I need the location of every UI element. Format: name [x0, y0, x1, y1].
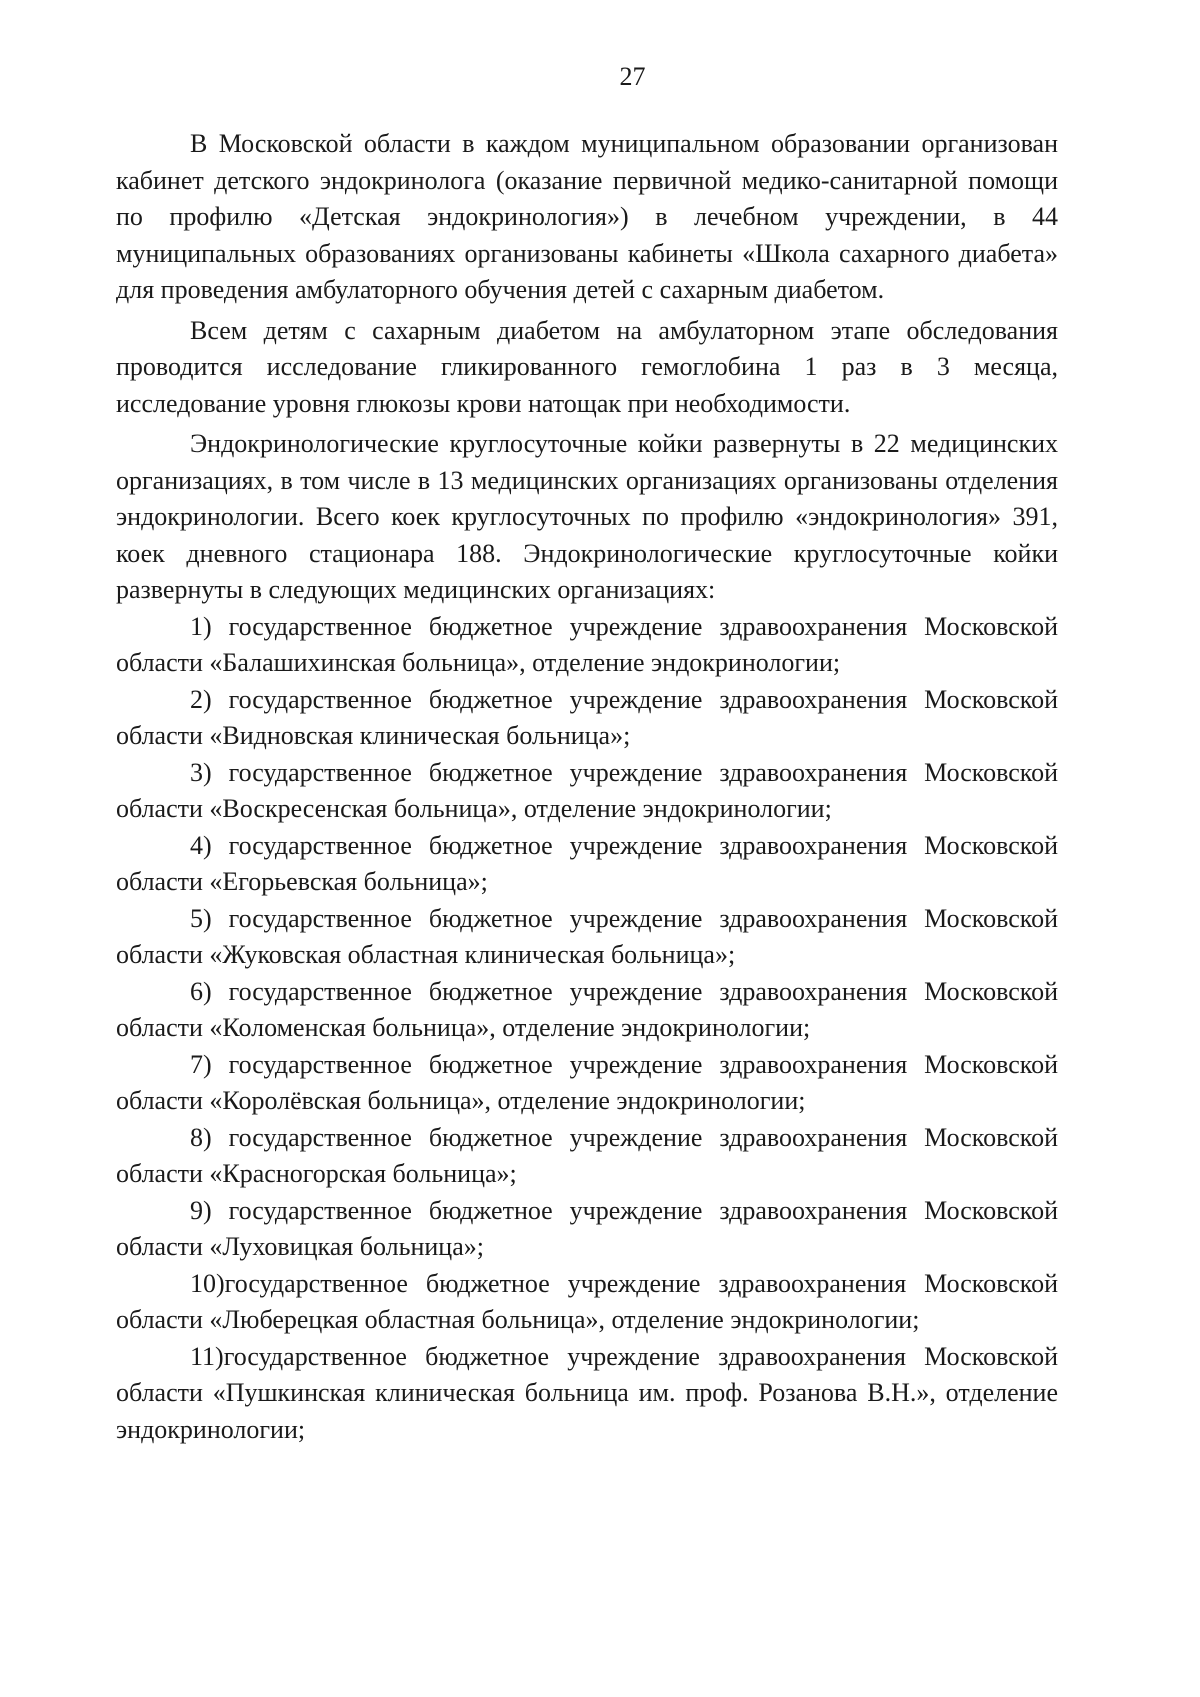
list-item-number: 11): [190, 1341, 224, 1371]
list-item-7: [116, 1047, 1058, 1120]
list-item-text: государственное бюджетное учреждение здравоохранения Московской области «Жуковская областная клиническая больница»;: [116, 903, 1058, 969]
list-item-text: государственное бюджетное учреждение здравоохранения Московской области «Видновская клиническая больница»;: [116, 684, 1058, 750]
list-item-number: 5): [190, 903, 212, 933]
list-item-number: 3): [190, 757, 212, 787]
list-item-4: [116, 828, 1058, 901]
paragraph-school-diabetes: В Московской области в каждом муниципальном образовании организован кабинет детского эндокринолога (оказание первичной медико-санитарной помощи по профилю «Детская эндокринология») в лечебном учреждении, в 44 муниципальных образованиях организованы кабинеты «Школа сахарного диабета» для проведения амбулаторного обучения детей с сахарным диабетом.: [116, 129, 1058, 304]
list-item-number: 7): [190, 1049, 212, 1079]
list-item-6: [116, 974, 1058, 1047]
page-number: 27: [619, 62, 646, 91]
list-item-1: [116, 609, 1058, 682]
list-item-8: [116, 1120, 1058, 1193]
list-item-text: государственное бюджетное учреждение здравоохранения Московской области «Луховицкая больница»;: [116, 1195, 1058, 1261]
list-item-text: государственное бюджетное учреждение здравоохранения Московской области «Егорьевская больница»;: [116, 830, 1058, 896]
list-item-number: 6): [190, 976, 212, 1006]
list-item-text: государственное бюджетное учреждение здравоохранения Московской области «Балашихинская больница», отделение эндокринологии;: [116, 611, 1058, 677]
list-item-text: государственное бюджетное учреждение здравоохранения Московской области «Воскресенская больница», отделение эндокринологии;: [116, 757, 1058, 823]
list-item-2: [116, 682, 1058, 755]
list-item-number: 8): [190, 1122, 212, 1152]
list-item-5: [116, 901, 1058, 974]
list-item-text: государственное бюджетное учреждение здравоохранения Московской области «Королёвская больница», отделение эндокринологии;: [116, 1049, 1058, 1115]
list-item-text: государственное бюджетное учреждение здравоохранения Московской области «Красногорская больница»;: [116, 1122, 1058, 1188]
list-item-10: [116, 1266, 1058, 1339]
list-item-text: государственное бюджетное учреждение здравоохранения Московской области «Люберецкая областная больница», отделение эндокринологии;: [116, 1268, 1058, 1334]
list-item-number: 10): [190, 1268, 225, 1298]
list-item-3: [116, 755, 1058, 828]
list-item-number: 9): [190, 1195, 212, 1225]
paragraph-endocrinology-beds: Эндокринологические круглосуточные койки развернуты в 22 медицинских организациях, в том числе в 13 медицинских организациях организованы отделения эндокринологии. Всего коек круглосуточных по профилю «эндокринология» 391, коек дневного стационара 188. Эндокринологические круглосуточные койки развернуты в следующих медицинских организациях:: [116, 429, 1058, 604]
list-item-number: 2): [190, 684, 212, 714]
list-item-text: государственное бюджетное учреждение здравоохранения Московской области «Пушкинская клиническая больница им. проф. Розанова В.Н.», отделение эндокринологии;: [116, 1341, 1058, 1444]
paragraph-glycated-hemoglobin: Всем детям с сахарным диабетом на амбулаторном этапе обследования проводится исследование гликированного гемоглобина 1 раз в 3 месяца, исследование уровня глюкозы крови натощак при необходимости.: [116, 315, 1058, 418]
document-body: [116, 126, 1058, 1448]
list-item-number: 1): [190, 611, 212, 641]
list-item-9: [116, 1193, 1058, 1266]
list-item-number: 4): [190, 830, 212, 860]
list-item-11: [116, 1339, 1058, 1449]
list-item-text: государственное бюджетное учреждение здравоохранения Московской области «Коломенская больница», отделение эндокринологии;: [116, 976, 1058, 1042]
